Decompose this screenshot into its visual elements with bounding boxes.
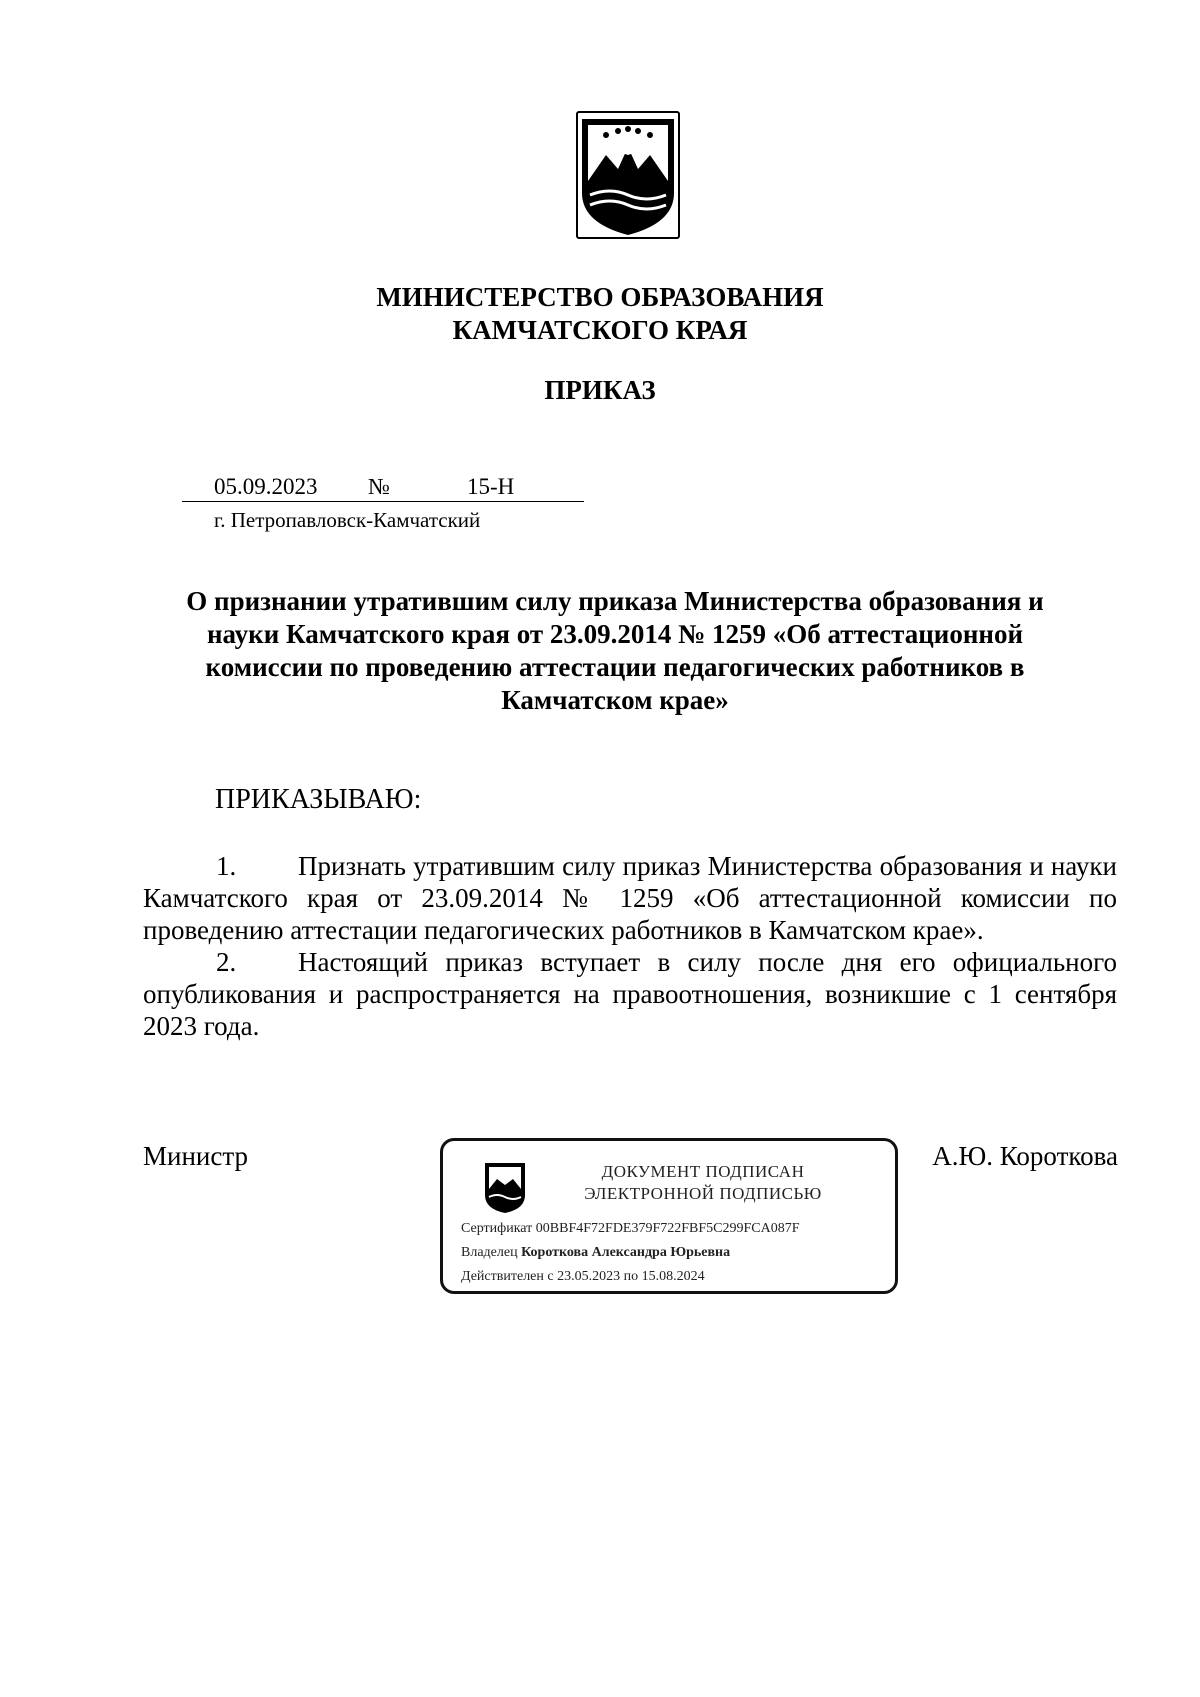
order-number: 15-Н: [467, 474, 515, 499]
stamp-validity: [461, 1269, 705, 1285]
orders-heading: ПРИКАЗЫВАЮ:: [215, 784, 422, 815]
order-item: [143, 946, 1117, 1042]
stamp-title-line-2: ЭЛЕКТРОННОЙ ПОДПИСЬЮ: [584, 1184, 822, 1203]
city: г. Петропавловск-Камчатский: [214, 508, 481, 532]
subject-line-2: науки Камчатского края от 23.09.2014 № 1259 «Об аттестационной: [206, 619, 1024, 649]
item-number: 1.: [216, 851, 237, 881]
ministry-line-2: КАМЧАТСКОГО КРАЯ: [452, 315, 748, 345]
number-sign: №: [368, 474, 390, 499]
cert-value: 00BBF4F72FDE379F722FBF5C299FCA087F: [535, 1221, 800, 1236]
date-number-underline: [182, 501, 584, 502]
ministry-name: [0, 281, 1200, 347]
stamp-emblem-icon: [483, 1161, 527, 1215]
signature-position: Министр: [143, 1141, 248, 1171]
stamp-title: [553, 1161, 853, 1205]
cert-label: Сертификат: [461, 1221, 533, 1236]
electronic-signature-stamp: [440, 1138, 898, 1294]
order-date: 05.09.2023: [214, 474, 318, 499]
stamp-certificate: [461, 1221, 800, 1237]
item-text: Признать утратившим силу приказ Министерства образования и науки Камчатского края от 23.09.2014 № 1259 «Об аттестационной комиссии по проведению аттестации педагогических работников в Камчатском крае».: [143, 851, 1117, 945]
valid-to-label: по: [623, 1269, 639, 1284]
stamp-owner: [461, 1245, 730, 1261]
subject-line-1: О признании утратившим силу приказа Министерства образования и: [186, 586, 1044, 616]
ministry-line-1: МИНИСТЕРСТВО ОБРАЗОВАНИЯ: [376, 282, 824, 312]
valid-to: 15.08.2024: [641, 1269, 705, 1284]
item-number: 2.: [216, 947, 237, 977]
valid-label: Действителен: [461, 1269, 544, 1284]
valid-from-label: с: [547, 1269, 554, 1284]
owner-value: Короткова Александра Юрьевна: [521, 1245, 731, 1260]
valid-from: 23.05.2023: [557, 1269, 621, 1284]
kamchatka-coat-of-arms-emblem: [576, 111, 680, 239]
subject-line-4: Камчатском крае»: [501, 685, 729, 715]
stamp-title-line-1: ДОКУМЕНТ ПОДПИСАН: [601, 1162, 805, 1181]
signature-name: А.Ю. Короткова: [932, 1141, 1118, 1171]
order-item: [143, 850, 1117, 946]
order-body: [143, 850, 1117, 1042]
item-text: Настоящий приказ вступает в силу после дня его официального опубликования и распространяется на правоотношения, возникшие с 1 сентября 2023 года.: [143, 947, 1117, 1041]
doc-type-title: ПРИКАЗ: [544, 375, 656, 405]
owner-label: Владелец: [461, 1245, 518, 1260]
order-subject: [150, 585, 1080, 717]
subject-line-3: комиссии по проведению аттестации педагогических работников в: [205, 652, 1025, 682]
